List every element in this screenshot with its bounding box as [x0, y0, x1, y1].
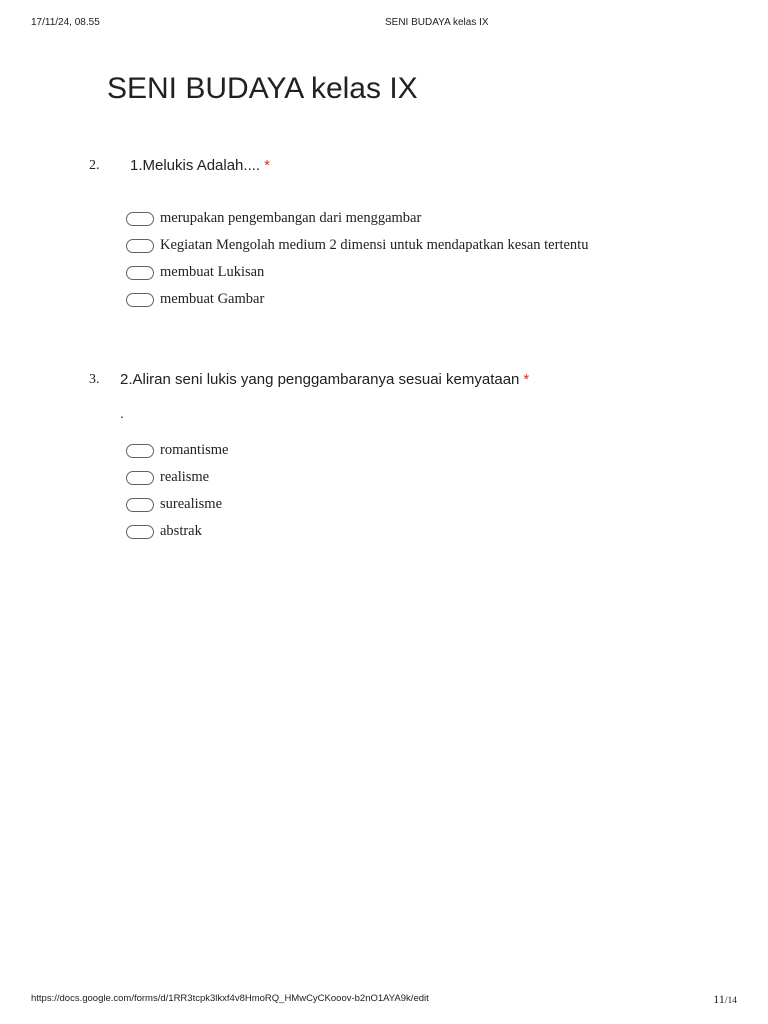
radio-option[interactable]	[126, 518, 228, 545]
radio-option[interactable]	[126, 259, 588, 286]
radio-button[interactable]	[126, 498, 154, 512]
options-list	[126, 205, 588, 313]
radio-button[interactable]	[126, 266, 154, 280]
question-text	[130, 157, 270, 174]
radio-option[interactable]	[126, 491, 228, 518]
radio-button[interactable]	[126, 525, 154, 539]
required-asterisk: *	[523, 371, 530, 388]
form-title: SENI BUDAYA kelas IX	[107, 72, 418, 105]
radio-button[interactable]	[126, 444, 154, 458]
question-description: .	[120, 405, 124, 421]
page-url: https://docs.google.com/forms/d/1RR3tcpk3lkxf4v8HmoRQ_HMwCyCKooov-b2nO1AYA9k/edit	[31, 993, 429, 1004]
option-label: membuat Gambar	[160, 291, 265, 307]
question-number: 2.	[89, 158, 100, 173]
radio-button[interactable]	[126, 471, 154, 485]
radio-button[interactable]	[126, 293, 154, 307]
option-label: surealisme	[160, 496, 223, 512]
radio-option[interactable]	[126, 286, 588, 313]
options-list	[126, 437, 228, 545]
option-label: romantisme	[160, 442, 229, 458]
radio-option[interactable]	[126, 232, 588, 259]
option-label: merupakan pengembangan dari menggambar	[160, 210, 422, 226]
radio-option[interactable]	[126, 437, 228, 464]
radio-button[interactable]	[126, 239, 154, 253]
page-current: 11	[713, 992, 725, 1006]
radio-option[interactable]	[126, 464, 228, 491]
radio-option[interactable]	[126, 205, 588, 232]
page-count	[713, 992, 737, 1007]
option-label: realisme	[160, 469, 210, 485]
option-label: Kegiatan Mengolah medium 2 dimensi untuk mendapatkan kesan tertentu	[160, 237, 589, 253]
question-text-label: 2.Aliran seni lukis yang penggambaranya sesuai kemyataan	[120, 371, 520, 388]
page-total: /14	[724, 996, 737, 1006]
question-text	[120, 371, 529, 388]
option-label: abstrak	[160, 523, 202, 539]
required-asterisk: *	[264, 157, 270, 174]
print-datetime: 17/11/24, 08.55	[31, 17, 100, 28]
question-number: 3.	[89, 372, 100, 387]
print-doc-title: SENI BUDAYA kelas IX	[385, 17, 489, 28]
radio-button[interactable]	[126, 212, 154, 226]
print-footer	[31, 993, 737, 1007]
print-header	[31, 17, 737, 31]
question-text-label: 1.Melukis Adalah....	[130, 157, 261, 174]
option-label: membuat Lukisan	[160, 264, 265, 280]
